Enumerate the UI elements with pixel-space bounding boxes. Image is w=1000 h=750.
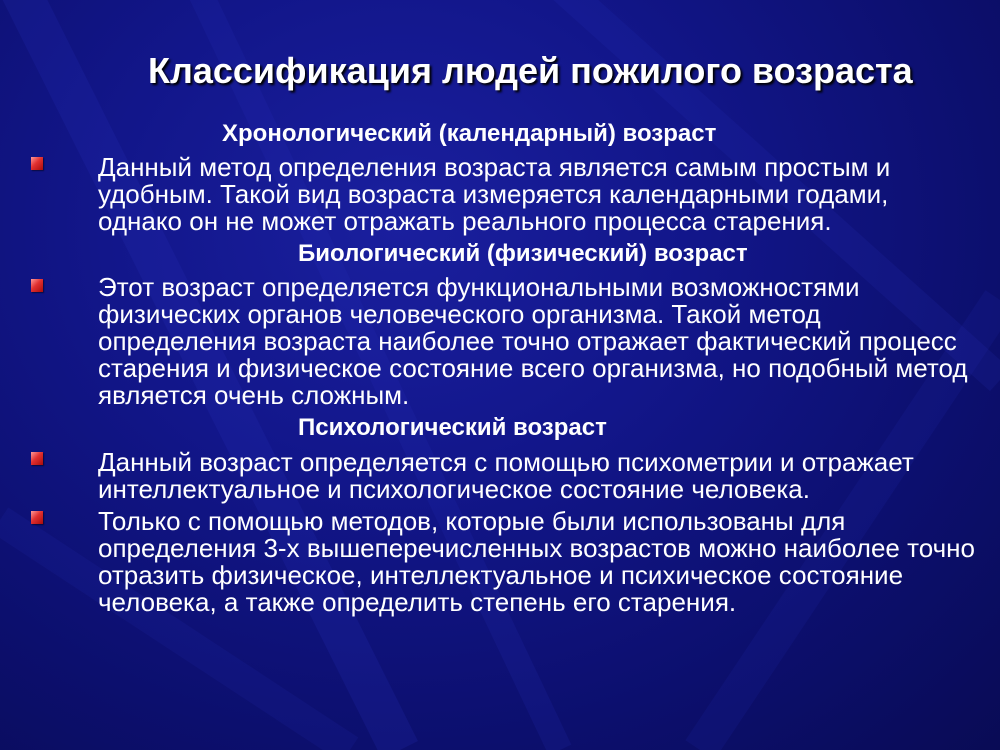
section-text-psychological: Данный возраст определяется с помощью психометрии и отражает интеллектуальное и психологическое состояние человека. xyxy=(98,447,914,504)
section-heading-chronological: Хронологический (календарный) возраст xyxy=(222,120,717,147)
section-heading-psychological: Психологический возраст xyxy=(298,414,607,441)
section-heading-biological: Биологический (физический) возраст xyxy=(298,240,748,267)
section-text-biological: Этот возраст определяется функциональными возможностями физических органов человеческого организма. Такой метод определения возраста наиболее точно отражает фактический процесс старения и физическое состояние всего организма, но подобный метод является очень сложным. xyxy=(98,272,968,410)
slide-title: Классификация людей пожилого возраста xyxy=(148,50,913,91)
bullet-square-icon xyxy=(31,452,43,465)
bullet-square-icon xyxy=(31,279,43,292)
bullet-square-icon xyxy=(31,511,43,524)
section-text-chronological: Данный метод определения возраста является самым простым и удобным. Такой вид возраста измеряется календарными годами, однако он не может отражать реального процесса старения. xyxy=(98,152,891,236)
conclusion-text: Только с помощью методов, которые были использованы для определения 3-х вышеперечисленных возрастов можно наиболее точно отразить физическое, интеллектуальное и психическое состояние человека, а также определить степень его старения. xyxy=(98,506,975,617)
bullet-square-icon xyxy=(31,157,43,170)
